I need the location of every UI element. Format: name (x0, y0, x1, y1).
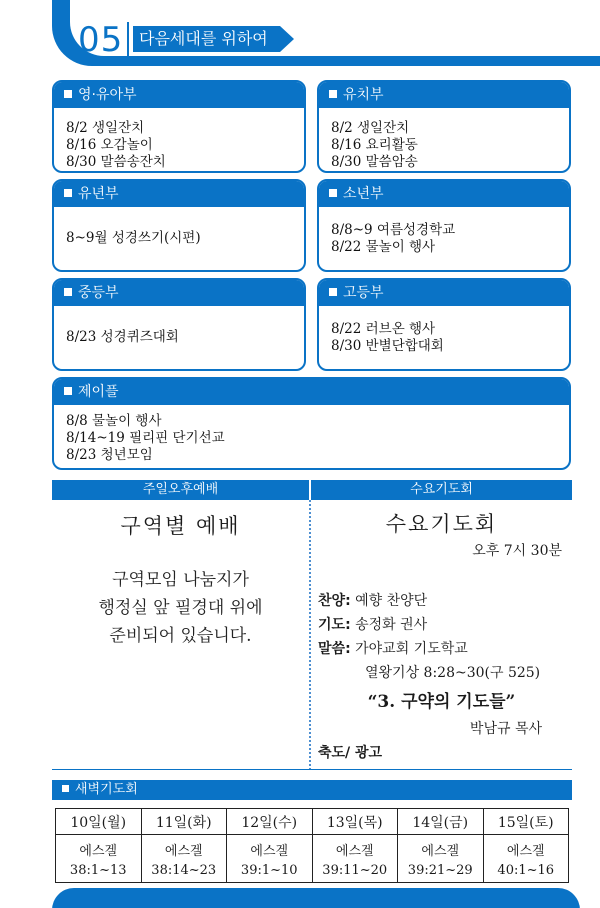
dept-item: 8/30 말씀송잔치 (66, 154, 166, 170)
day-cell: 15일(토) (483, 809, 569, 835)
dept-primary (52, 179, 306, 272)
dept-header (54, 82, 304, 108)
section-title: 다음세대를 위하여 (133, 26, 280, 52)
dept-body (54, 405, 569, 464)
dept-item: 8~9월 성경쓰기(시편) (66, 230, 201, 246)
sermon-title: “3. 구약의 기도들” (367, 692, 516, 712)
square-bullet-icon (62, 785, 69, 792)
dept-body (319, 306, 569, 369)
dept-item: 8/22 물놀이 행사 (331, 238, 436, 255)
ref-cell: 에스겔 38:14~23 (141, 835, 227, 883)
dept-item: 8/22 러브온 행사 (331, 320, 436, 337)
dept-middle-school (52, 278, 306, 371)
square-bullet-icon (329, 288, 337, 296)
sunday-title: 구역별 예배 (120, 514, 241, 538)
word-row: 말씀: 가야교회 기도학교 (318, 641, 468, 657)
dawn-schedule-table (55, 808, 569, 883)
dept-header (54, 280, 304, 306)
word-label: 말씀 (318, 641, 346, 657)
dept-jplay (52, 377, 571, 470)
prayer-label: 기도 (318, 617, 346, 633)
wednesday-time: 오후 7시 30분 (472, 543, 562, 559)
worship-bottom-rule (52, 769, 572, 770)
praise-value: 예향 찬양단 (355, 593, 428, 609)
dept-body (319, 207, 569, 270)
square-bullet-icon (329, 90, 337, 98)
dept-item: 8/2 생일잔치 (331, 120, 410, 136)
dept-name: 유치부 (343, 87, 384, 103)
worship-section (52, 480, 572, 770)
dept-name: 제이플 (78, 384, 119, 400)
dept-body (319, 108, 569, 171)
day-cell: 14일(금) (398, 809, 484, 835)
dept-kindergarten (317, 80, 571, 173)
footer-band (52, 888, 580, 908)
table-row (56, 809, 569, 835)
ref-cell: 에스겔 39:1~10 (227, 835, 313, 883)
dept-item: 8/14~19 필리핀 단기선교 (66, 430, 225, 446)
section-number: 05 (78, 20, 124, 60)
dept-body (54, 108, 304, 171)
sunday-line: 준비되어 있습니다. (109, 626, 252, 646)
praise-label: 찬양 (318, 593, 346, 609)
sunday-line: 구역모임 나눔지가 (112, 570, 249, 590)
dept-body (54, 306, 304, 369)
dept-item: 8/8 물놀이 행사 (66, 413, 162, 429)
dept-item: 8/30 반별단합대회 (331, 337, 444, 354)
prayer-row: 기도: 송정화 권사 (318, 617, 428, 633)
dept-item: 8/16 요리활동 (331, 137, 418, 153)
dept-name: 영·유아부 (78, 87, 137, 103)
dept-junior (317, 179, 571, 272)
word-value: 가야교회 기도학교 (355, 641, 468, 657)
dept-header (319, 280, 569, 306)
dawn-header-label: 새벽기도회 (75, 782, 138, 797)
dept-item: 8/23 성경퀴즈대회 (66, 329, 179, 345)
ref-cell: 에스겔 40:1~16 (483, 835, 569, 883)
dept-name: 유년부 (78, 186, 119, 202)
dept-header (54, 379, 569, 405)
dept-name: 중등부 (78, 285, 119, 301)
ref-cell: 에스겔 39:21~29 (398, 835, 484, 883)
dept-header (319, 181, 569, 207)
square-bullet-icon (329, 189, 337, 197)
dawn-header (52, 780, 572, 800)
dept-item: 8/30 말씀암송 (331, 154, 418, 170)
day-cell: 13일(목) (312, 809, 398, 835)
sunday-header: 주일오후예배 (52, 480, 309, 500)
ref-cell: 에스겔 38:1~13 (56, 835, 142, 883)
praise-row: 찬양: 예향 찬양단 (318, 593, 428, 609)
day-cell: 10일(월) (56, 809, 142, 835)
dept-name: 고등부 (343, 285, 384, 301)
preacher: 박남규 목사 (469, 721, 542, 737)
dept-header (319, 82, 569, 108)
dept-body (54, 207, 304, 270)
closing-row: 축도/ 광고 (318, 745, 383, 761)
wednesday-title: 수요기도회 (385, 512, 498, 536)
dept-item: 8/16 오감놀이 (66, 137, 153, 153)
ref-cell: 에스겔 39:11~20 (312, 835, 398, 883)
section-divider (127, 22, 129, 58)
square-bullet-icon (64, 387, 72, 395)
prayer-value: 송정화 권사 (355, 617, 428, 633)
table-row (56, 835, 569, 883)
dept-high-school (317, 278, 571, 371)
day-cell: 11일(화) (141, 809, 227, 835)
scripture-passage: 열왕기상 8:28~30(구 525) (365, 665, 541, 681)
dept-item: 8/23 청년모임 (66, 447, 153, 463)
dept-item: 8/8~9 여름성경학교 (331, 221, 456, 238)
sunday-notice (52, 566, 309, 650)
dept-header (54, 181, 304, 207)
dept-name: 소년부 (343, 186, 384, 202)
day-cell: 12일(수) (227, 809, 313, 835)
column-divider (309, 500, 311, 770)
square-bullet-icon (64, 288, 72, 296)
dept-item: 8/2 생일잔치 (66, 120, 145, 136)
square-bullet-icon (64, 90, 72, 98)
wednesday-header: 수요기도회 (311, 480, 572, 500)
dept-infant (52, 80, 306, 173)
sunday-line: 행정실 앞 필경대 위에 (98, 598, 263, 618)
square-bullet-icon (64, 189, 72, 197)
